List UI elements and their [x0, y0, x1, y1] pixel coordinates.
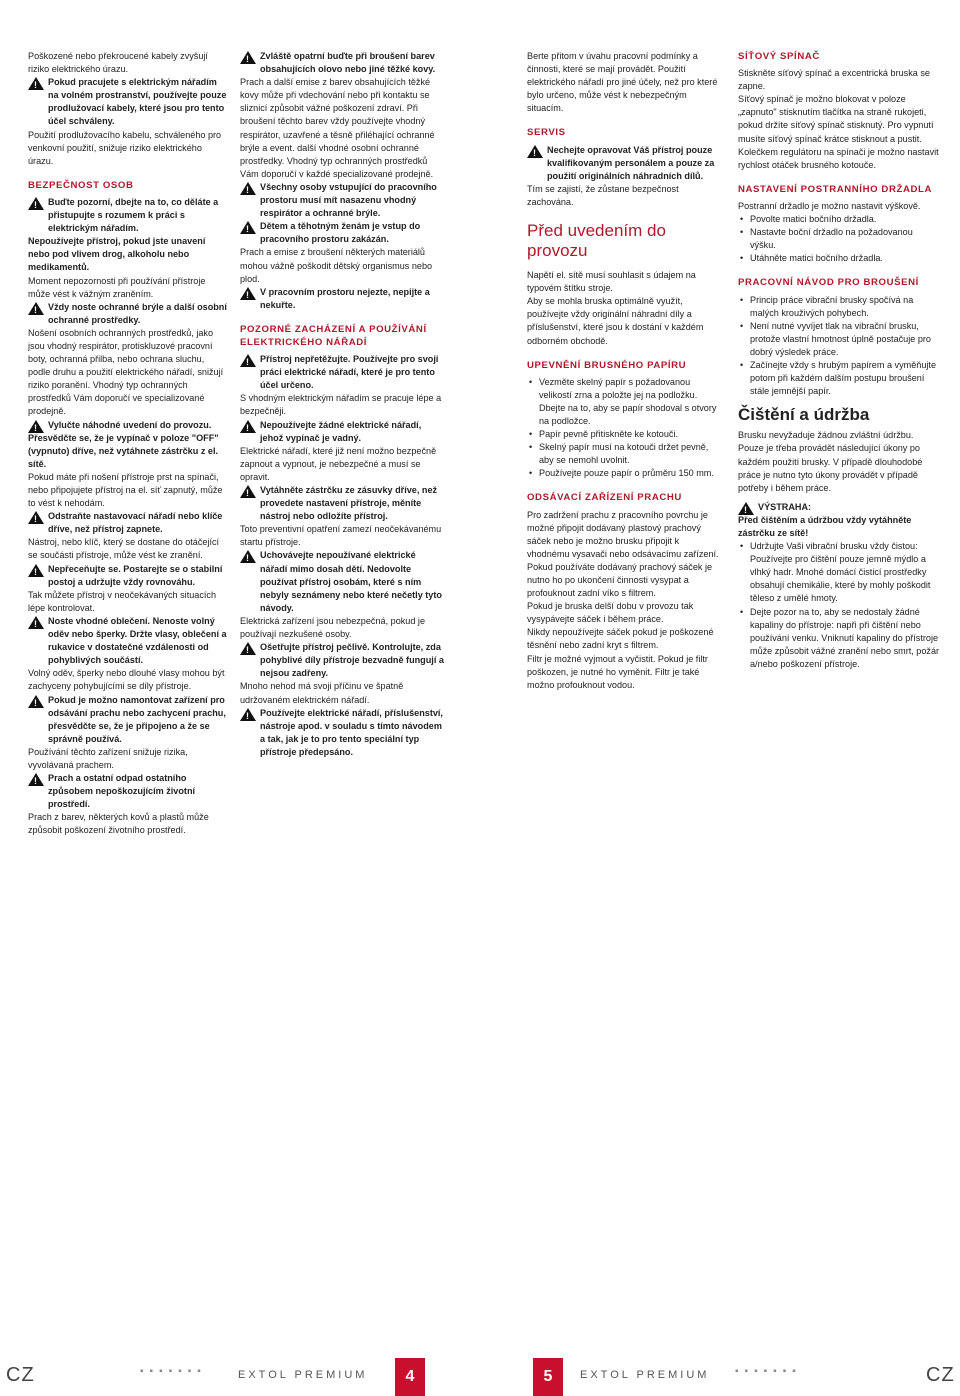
section-heading-pracovni-navod: PRACOVNÍ NÁVOD PRO BROUŠENÍ [738, 277, 919, 289]
warning-item: ! Buďte pozorní, dbejte na to, co děláte a přistupujte s rozumem k práci s elektrickým nářadím. [28, 196, 228, 235]
section-heading-servis: SERVIS [527, 127, 566, 139]
section-heading-pozorne-zachazeni: POZORNÉ ZACHÁZENÍ A POUŽÍVÁNÍ ELEKTRICKÉHO NÁŘADÍ [240, 323, 427, 348]
warning-icon [240, 354, 256, 367]
warning-item: ! Nepoužívejte žádné elektrické nářadí, jehož vypínač je vadný. [240, 419, 445, 445]
paragraph: Poškozené nebo překroucené kabely zvyšují riziko elektrického úrazu. [28, 51, 208, 75]
warning-icon [28, 197, 44, 210]
paragraph: Kolečkem regulátoru na spínači je možno nastavit rychlost otáček brusného kotouče. [738, 146, 939, 170]
brand-logo-left: EXTOL PREMIUM [238, 1369, 368, 1381]
warning-icon [240, 51, 256, 64]
warning-item: ! Zvláště opatrní buďte při broušení barev obsahujících olovo nebo jiné těžké kovy. [240, 50, 445, 76]
brand-logo-right: EXTOL PREMIUM [580, 1369, 710, 1381]
language-code-left: CZ [6, 1364, 35, 1386]
section-heading-drzadlo: NASTAVENÍ POSTRANNÍHO DRŽADLA [738, 183, 932, 195]
warning-icon [240, 221, 256, 234]
list-item: • Začínejte vždy s hrubým papírem a vyměňujte potom při každém dalším postupu broušení stále jemnější papír. [750, 359, 941, 398]
warning-item: ! Všechny osoby vstupující do pracovního prostoru musí mít nasazenu vhodný respirátor a ochranné brýle. [240, 181, 445, 220]
paragraph: Před čištěním a údržbou vždy vytáhněte zástrčku ze sítě! [738, 514, 912, 538]
paragraph: Tím se zajistí, že zůstane bezpečnost zachována. [527, 183, 679, 207]
section-heading-bezpecnost-osob: BEZPEČNOST OSOB [28, 179, 134, 191]
paragraph: Přesvědčte se, že je vypínač v poloze "OFF" (vypnuto) dříve, než vytáhnete zástrčku z el. sítě. [28, 432, 219, 469]
section-heading-upevneni-papiru: UPEVNĚNÍ BRUSNÉHO PAPÍRU [527, 359, 687, 371]
section-heading-odsavaci-zarizeni: ODSÁVACÍ ZAŘÍZENÍ PRACHU [527, 492, 682, 504]
paragraph: Berte přitom v úvahu pracovní podmínky a činnosti, které se mají provádět. Použití elektrického nářadí pro jiné účely, než pro které bylo určeno, může vést k nebezpečným situacím. [527, 51, 718, 114]
paragraph: Nikdy nepoužívejte sáček pokud je poškozené těsnění nebo zadní kryt s filtrem. [527, 627, 714, 651]
list-item: • Utáhněte matici bočního držadla. [750, 252, 941, 265]
warning-icon [240, 182, 256, 195]
warning-icon [240, 642, 256, 655]
paragraph: Brusku nevyžaduje žádnou zvláštní údržbu. Pouze je třeba provádět následující úkony po každém použití brusky. V případě dlouhodobé práce je nutno tyto úkony provádět v případě potřeby i během práce. [738, 430, 923, 493]
footer-dots-left: ▪▪▪▪▪▪▪ [140, 1366, 207, 1377]
warning-heading: ! VÝSTRAHA: [738, 501, 941, 514]
warning-icon [240, 485, 256, 498]
paragraph: Nošení osobních ochranných prostředků, jako jsou vhodný respirátor, protiskluzové pracovní boty, ochranná přilba, nebo ochrana sluchu, podle druhu a použití elektrického nářadí, snižují riziko poranění. Vhodný typ ochranných prostředků Vám doporučí ve specializované prodejně. [28, 327, 224, 417]
warning-item: ! Používejte elektrické nářadí, příslušenství, nástroje apod. v souladu s tímto návodem a tak, jak je to pro tento speciální typ přístroje předepsáno. [240, 707, 445, 759]
warning-icon [28, 420, 44, 433]
list-item: • Udržujte Vaši vibrační brusku vždy čistou: Používejte pro čištění pouze jemně mýdlo a vlhký hadr. Mnohé domácí čisticí prostředky obsahují chemikálie, které by mohly poškodit těleso z umělé hmoty. [750, 540, 941, 605]
bullet-list [527, 376, 724, 481]
paragraph: Postranní držadlo je možno nastavit výškově. [738, 200, 921, 211]
paragraph: Nepoužívejte přístroj, pokud jste unavení nebo pod vlivem drog, alkoholu nebo medikamentů. [28, 236, 206, 273]
warning-icon [28, 511, 44, 524]
paragraph: Prach z barev, některých kovů a plastů může způsobit poškození životního prostředí. [28, 812, 209, 836]
warning-item: ! Ošetřujte přístroj pečlivě. Kontrolujte, zda pohyblivé díly přístroje bezvadně fungují a nejsou zadřeny. [240, 641, 445, 680]
warning-icon [738, 502, 754, 515]
list-item: • Papír pevně přitiskněte ke kotouči. [539, 428, 724, 441]
chapter-title-cisteni: Čištění a údržba [738, 405, 870, 425]
column-2 [240, 50, 445, 759]
warning-icon [527, 145, 543, 158]
section-heading-sitovy-spinac: SÍŤOVÝ SPÍNAČ [738, 51, 820, 62]
paragraph: Toto preventivní opatření zamezí neočekávanému startu přístroje. [240, 524, 442, 548]
page-number-right: 5 [533, 1358, 563, 1396]
bullet-list [738, 540, 941, 671]
paragraph: S vhodným elektrickým nářadím se pracuje lépe a bezpečněji. [240, 393, 442, 417]
paragraph: Pokud máte při nošení přístroje prst na spínači, nebo připojujete přístroj na el. síť zapnutý, může to vést k nehodám. [28, 471, 223, 509]
paragraph: Napětí el. sítě musí souhlasit s údajem na typovém štítku stroje. [527, 270, 696, 294]
warning-item: ! Nechejte opravovat Váš přístroj pouze kvalifikovaným personálem a pouze za použití originálních náhradních dílů. [527, 144, 724, 183]
language-code-right: CZ [926, 1364, 955, 1386]
paragraph: Pokud je bruska delší dobu v provozu tak vysypávejte sáček i během práce. [527, 601, 694, 625]
column-3 [527, 50, 724, 692]
list-item: • Používejte pouze papír o průměru 150 mm. [539, 467, 724, 480]
warning-item: ! Pokud je možno namontovat zařízení pro odsávání prachu nebo zachycení prachu, přesvědčte se, že je připojeno a že se správně používá. [28, 694, 228, 746]
paragraph: Mnoho nehod má svoji příčinu ve špatně udržovaném elektrickém nářadí. [240, 681, 404, 705]
warning-item: ! Pokud pracujete s elektrickým nářadím na volném prostranství, používejte pouze prodlužovací kabely, které jsou pro tento účel schváleny. [28, 76, 228, 128]
paragraph: Tak můžete přístroj v neočekávaných situacích lépe kontrolovat. [28, 589, 217, 613]
warning-item: ! Vytáhněte zástrčku ze zásuvky dříve, než provedete nastavení přístroje, měníte nástroj nebo odložíte přístroj. [240, 484, 445, 523]
list-item: • Povolte matici bočního držadla. [750, 213, 941, 226]
list-item: • Vezměte skelný papír s požadovanou velikostí zrna a položte jej na podložku. Dbejte na to, aby se papír shodoval s otvory na podložce. [539, 376, 724, 428]
paragraph: Používání těchto zařízení snižuje rizika, vyvolávaná prachem. [28, 746, 188, 770]
warning-item: ! Dětem a těhotným ženám je vstup do pracovního prostoru zakázán. [240, 220, 445, 246]
chapter-title-pred-uvedenim: Před uvedením do provozu [527, 221, 666, 261]
paragraph: Síťový spínač je možno blokovat v poloze „zapnuto" stisknutím tlačítka na straně rukojeti, pokud držíte síťový spínač stisknutý. Pro vypnutí musíte síťový spínač krátce stisknout a pustit. [738, 94, 934, 144]
warning-item: ! Vylučte náhodné uvedení do provozu. [28, 419, 228, 432]
paragraph: Prach a emise z broušení některých materiálů mohou vážně poškodit dětský organismus nebo plod. [240, 247, 433, 284]
paragraph: Elektrická zařízení jsou nebezpečná, pokud je používají nezkušené osoby. [240, 615, 426, 640]
paragraph: Elektrické nářadí, které již není možno bezpečně zapnout a vypnout, je nebezpečné a musí se opravit. [240, 445, 437, 482]
paragraph: Pro zadržení prachu z pracovního povrchu je možné připojit dodávaný plastový prachový sáček nebo je možno brusku připojit k vhodnému vysavači nebo odsávacímu zařízení. Pokud používáte dodávaný prachový sáček je nutno ho po ukončení činnosti vysypat a profouknout zadní víko s filtrem. [527, 509, 719, 599]
warning-icon [240, 287, 256, 300]
list-item: • Dejte pozor na to, aby se nedostaly žádné kapaliny do přístroje: napři při čištění nebo používání venku. Vniknutí kapaliny do přístroje může způsobit vážné zranění nebo smrt, požár a/nebo poškození přístroje. [750, 606, 941, 671]
page-number-left: 4 [395, 1358, 425, 1396]
warning-icon [28, 77, 44, 90]
warning-item: ! Vždy noste ochranné brýle a další osobní ochranné prostředky. [28, 301, 228, 327]
column-4 [738, 50, 941, 671]
warning-icon [28, 564, 44, 577]
warning-icon [28, 302, 44, 315]
warning-icon [240, 550, 256, 563]
paragraph: Použití prodlužovacího kabelu, schváleného pro venkovní použití, snižuje riziko elektrického úrazu. [28, 129, 222, 166]
warning-item: ! Nepřeceňujte se. Postarejte se o stabilní postoj a udržujte vždy rovnováhu. [28, 563, 228, 589]
column-1 [28, 50, 228, 838]
warning-item: ! Přístroj nepřetěžujte. Používejte pro svoji práci elektrické nářadí, které je pro tento účel určeno. [240, 353, 445, 392]
paragraph: Filtr je možné vyjmout a vyčistit. Pokud je filtr poškozen, je nutné ho vyměnit. Filtr je také možno profouknout vodou. [527, 653, 708, 690]
paragraph: Aby se mohla bruska optimálně využít, používejte vždy originální náhradní díly a příslušenství, které jsou k dostání v každém odborném obchodě. [527, 296, 704, 346]
paragraph: Volný oděv, šperky nebo dlouhé vlasy mohou být zachyceny pohybujícími se díly přístroje. [28, 668, 225, 692]
warning-icon [240, 420, 256, 433]
bullet-list [738, 213, 941, 265]
bullet-list [738, 294, 941, 399]
warning-icon [28, 773, 44, 786]
list-item: • Skelný papír musí na kotouči držet pevně, aby se nemohl uvolnit. [539, 441, 724, 467]
paragraph: Prach a další emise z barev obsahujících těžké kovy může při vdechování nebo při kontaktu se sliznicí způsobit vážné poškození zdraví. Při broušení těchto barev vždy používejte vhodný respirátor, uzavřené a těsně přiléhající ochranné brýle a event. další vhodné osobní ochranné prostředky. Vhodný typ ochranných prostředků Vám doporučí v každé specializované prodejně. [240, 77, 435, 179]
paragraph: Nástroj, nebo klíč, který se dostane do otáčející se součásti přístroje, může vést ke zranění. [28, 537, 220, 561]
list-item: • Princip práce vibrační brusky spočívá na malých krouživých pohybech. [750, 294, 941, 320]
footer-dots-right: ▪▪▪▪▪▪▪ [735, 1366, 802, 1377]
warning-item: ! Prach a ostatní odpad ostatního způsobem nepoškozujícím životní prostředí. [28, 772, 228, 811]
list-item: • Není nutné vyvíjet tlak na vibrační brusku, protože vlastní hmotnost úplně postačuje pro dobrý výsledek práce. [750, 320, 941, 359]
list-item: • Nastavte boční držadlo na požadovanou výšku. [750, 226, 941, 252]
warning-item: ! Noste vhodné oblečení. Nenoste volný oděv nebo šperky. Držte vlasy, oblečení a rukavice v dostatečné vzdálenosti od pohyblivých součástí. [28, 615, 228, 667]
paragraph: Moment nepozornosti při používání přístroje může vést k vážným zraněním. [28, 275, 206, 299]
warning-item: ! Odstraňte nastavovací nářadí nebo klíče dříve, než přístroj zapnete. [28, 510, 228, 536]
warning-item: ! V pracovním prostoru nejezte, nepijte a nekuřte. [240, 286, 445, 312]
warning-icon [28, 616, 44, 629]
warning-item: ! Uchovávejte nepoužívané elektrické nářadí mimo dosah dětí. Nedovolte používat přístroj osobám, které s ním nebyly seznámeny nebo které nečetly tyto návody. [240, 549, 445, 614]
paragraph: Stiskněte síťový spínač a excentrická bruska se zapne. [738, 68, 930, 92]
